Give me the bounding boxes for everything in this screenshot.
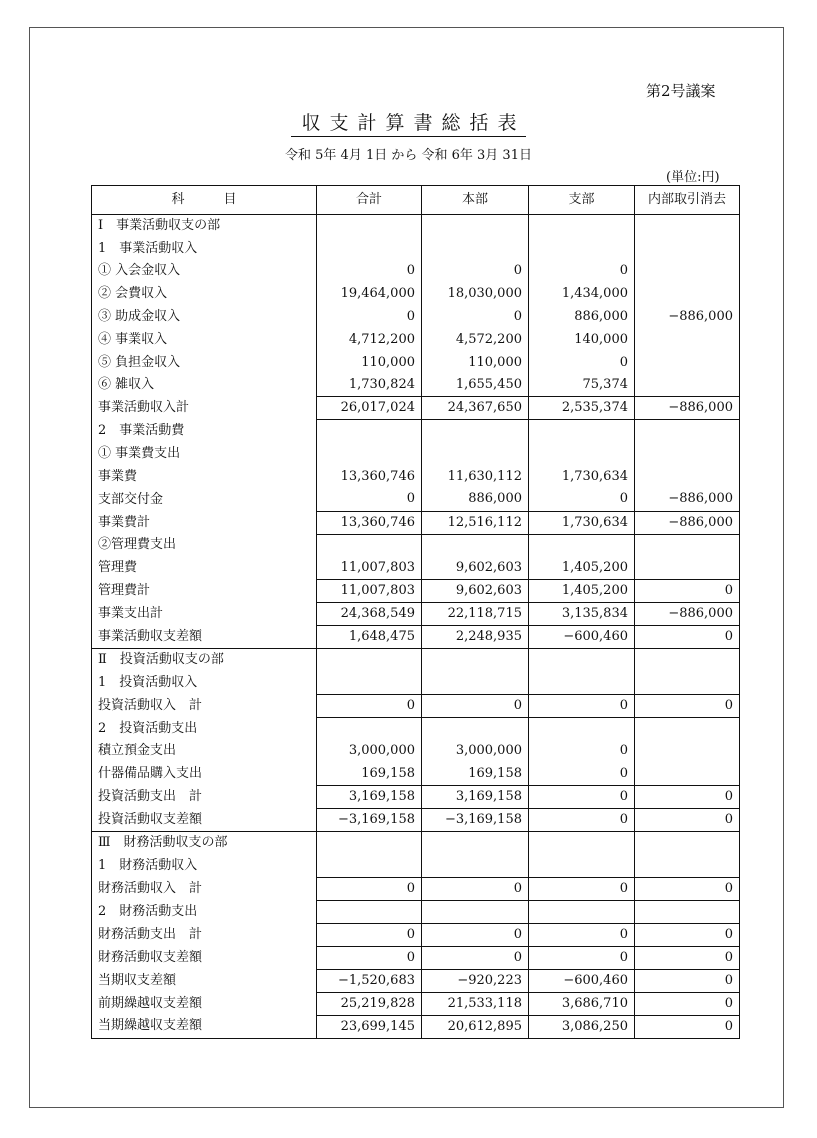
table-row: [92, 237, 740, 260]
cell-headquarters: 110,000: [422, 351, 529, 374]
cell-total: [317, 671, 422, 694]
row-label: 当期収支差額: [92, 969, 317, 992]
cell-total: 110,000: [317, 351, 422, 374]
cell-headquarters: 2,248,935: [422, 626, 529, 649]
table-header-row: [92, 186, 740, 215]
row-label: 支部交付金: [92, 488, 317, 511]
cell-internal-elimination: 0: [635, 1015, 740, 1038]
fiscal-period: 令和 5年 4月 1日 から 令和 6年 3月 31日: [285, 148, 532, 163]
row-label: 事業費: [92, 465, 317, 488]
row-label: ③ 助成金収入: [92, 306, 317, 329]
cell-headquarters: 169,158: [422, 763, 529, 786]
cell-total: 169,158: [317, 763, 422, 786]
cell-headquarters: 24,367,650: [422, 397, 529, 420]
row-label: 管理費計: [92, 580, 317, 603]
title-text: 収支計算書総括表: [291, 112, 525, 137]
cell-total: 3,169,158: [317, 786, 422, 809]
cell-branch: 1,405,200: [529, 580, 635, 603]
row-label: 財務活動収支差額: [92, 946, 317, 969]
table-row: [92, 854, 740, 877]
row-label: 積立預金支出: [92, 740, 317, 763]
row-label: ② 会費収入: [92, 283, 317, 306]
header-headquarters: 本部: [422, 186, 529, 215]
cell-branch: 0: [529, 351, 635, 374]
row-label: 1 投資活動収入: [92, 671, 317, 694]
table-row: [92, 580, 740, 603]
table-row: [92, 534, 740, 557]
table-row: [92, 283, 740, 306]
row-label: Ⅰ 事業活動収支の部: [92, 215, 317, 238]
cell-internal-elimination: [635, 374, 740, 397]
row-label: Ⅲ 財務活動収支の部: [92, 832, 317, 855]
cell-headquarters: 22,118,715: [422, 603, 529, 626]
cell-internal-elimination: 0: [635, 786, 740, 809]
cell-branch: [529, 237, 635, 260]
cell-internal-elimination: 0: [635, 877, 740, 900]
row-label: 2 財務活動支出: [92, 900, 317, 923]
cell-branch: [529, 420, 635, 443]
cell-internal-elimination: 0: [635, 923, 740, 946]
cell-internal-elimination: 0: [635, 809, 740, 832]
cell-headquarters: 0: [422, 260, 529, 283]
row-label: 投資活動収入 計: [92, 694, 317, 717]
table-row: [92, 763, 740, 786]
cell-internal-elimination: [635, 717, 740, 740]
cell-branch: 75,374: [529, 374, 635, 397]
table-row: [92, 488, 740, 511]
cell-internal-elimination: [635, 832, 740, 855]
table-row: [92, 969, 740, 992]
cell-branch: 0: [529, 488, 635, 511]
header-total: 合計: [317, 186, 422, 215]
row-label: 什器備品購入支出: [92, 763, 317, 786]
cell-branch: 3,086,250: [529, 1015, 635, 1038]
cell-total: [317, 649, 422, 672]
cell-headquarters: −920,223: [422, 969, 529, 992]
cell-total: [317, 237, 422, 260]
table-body: [92, 215, 740, 1039]
cell-branch: −600,460: [529, 969, 635, 992]
table-row: [92, 946, 740, 969]
row-label: 管理費: [92, 557, 317, 580]
cell-internal-elimination: 0: [635, 992, 740, 1015]
cell-internal-elimination: [635, 351, 740, 374]
cell-branch: 1,730,634: [529, 511, 635, 534]
cell-headquarters: 9,602,603: [422, 557, 529, 580]
summary-table: [91, 185, 740, 1039]
cell-branch: 0: [529, 946, 635, 969]
cell-headquarters: [422, 832, 529, 855]
cell-internal-elimination: [635, 649, 740, 672]
cell-branch: 1,405,200: [529, 557, 635, 580]
cell-total: [317, 420, 422, 443]
document-title: [0, 108, 817, 135]
cell-headquarters: 12,516,112: [422, 511, 529, 534]
cell-total: 0: [317, 260, 422, 283]
cell-total: [317, 900, 422, 923]
row-label: Ⅱ 投資活動収支の部: [92, 649, 317, 672]
cell-branch: 0: [529, 877, 635, 900]
cell-branch: 0: [529, 260, 635, 283]
cell-internal-elimination: [635, 465, 740, 488]
cell-headquarters: 0: [422, 877, 529, 900]
cell-branch: 0: [529, 763, 635, 786]
table-row: [92, 626, 740, 649]
table-row: [92, 374, 740, 397]
row-label: 2 事業活動費: [92, 420, 317, 443]
cell-branch: 0: [529, 694, 635, 717]
document-number: 第2号議案: [646, 82, 716, 100]
cell-headquarters: [422, 649, 529, 672]
cell-internal-elimination: [635, 237, 740, 260]
table-row: [92, 215, 740, 238]
cell-headquarters: 11,630,112: [422, 465, 529, 488]
row-label: ① 事業費支出: [92, 443, 317, 466]
table-row: [92, 992, 740, 1015]
cell-headquarters: 9,602,603: [422, 580, 529, 603]
cell-total: 4,712,200: [317, 328, 422, 351]
cell-internal-elimination: 0: [635, 946, 740, 969]
cell-headquarters: [422, 420, 529, 443]
cell-total: [317, 215, 422, 238]
cell-total: 19,464,000: [317, 283, 422, 306]
cell-total: 13,360,746: [317, 465, 422, 488]
cell-total: 1,730,824: [317, 374, 422, 397]
table-row: [92, 603, 740, 626]
row-label: 2 投資活動支出: [92, 717, 317, 740]
row-label: 当期繰越収支差額: [92, 1015, 317, 1038]
row-label: 事業費計: [92, 511, 317, 534]
cell-headquarters: 20,612,895: [422, 1015, 529, 1038]
table-row: [92, 740, 740, 763]
cell-branch: 886,000: [529, 306, 635, 329]
cell-branch: [529, 534, 635, 557]
cell-headquarters: [422, 854, 529, 877]
cell-internal-elimination: −886,000: [635, 511, 740, 534]
row-label: 財務活動支出 計: [92, 923, 317, 946]
cell-total: [317, 717, 422, 740]
row-label: ⑤ 負担金収入: [92, 351, 317, 374]
cell-internal-elimination: −886,000: [635, 397, 740, 420]
cell-total: 25,219,828: [317, 992, 422, 1015]
unit-label: (単位:円): [666, 170, 720, 185]
row-label: 事業支出計: [92, 603, 317, 626]
cell-internal-elimination: [635, 420, 740, 443]
table-row: [92, 694, 740, 717]
cell-internal-elimination: [635, 740, 740, 763]
cell-branch: 0: [529, 740, 635, 763]
cell-headquarters: 3,000,000: [422, 740, 529, 763]
cell-headquarters: [422, 534, 529, 557]
table-row: [92, 420, 740, 443]
table-row: [92, 260, 740, 283]
cell-headquarters: 0: [422, 923, 529, 946]
cell-branch: [529, 443, 635, 466]
cell-branch: −600,460: [529, 626, 635, 649]
cell-internal-elimination: [635, 443, 740, 466]
cell-total: 0: [317, 877, 422, 900]
cell-total: [317, 832, 422, 855]
cell-headquarters: 3,169,158: [422, 786, 529, 809]
table-row: [92, 832, 740, 855]
cell-headquarters: [422, 671, 529, 694]
cell-internal-elimination: [635, 854, 740, 877]
table-row: [92, 328, 740, 351]
cell-internal-elimination: 0: [635, 694, 740, 717]
cell-branch: [529, 717, 635, 740]
header-branch: 支部: [529, 186, 635, 215]
cell-internal-elimination: [635, 900, 740, 923]
cell-branch: 3,135,834: [529, 603, 635, 626]
row-label: 前期繰越収支差額: [92, 992, 317, 1015]
cell-total: 0: [317, 923, 422, 946]
row-label: 財務活動収入 計: [92, 877, 317, 900]
cell-total: 26,017,024: [317, 397, 422, 420]
header-subject: 科 目: [92, 186, 317, 215]
row-label: ① 入会金収入: [92, 260, 317, 283]
table-row: [92, 557, 740, 580]
cell-headquarters: [422, 717, 529, 740]
cell-total: 24,368,549: [317, 603, 422, 626]
cell-headquarters: −3,169,158: [422, 809, 529, 832]
cell-total: [317, 534, 422, 557]
cell-internal-elimination: 0: [635, 969, 740, 992]
cell-branch: 0: [529, 786, 635, 809]
cell-headquarters: 0: [422, 306, 529, 329]
cell-total: 0: [317, 306, 422, 329]
cell-branch: 0: [529, 809, 635, 832]
table-row: [92, 397, 740, 420]
table-row: [92, 511, 740, 534]
cell-headquarters: 18,030,000: [422, 283, 529, 306]
row-label: 事業活動収入計: [92, 397, 317, 420]
cell-headquarters: [422, 443, 529, 466]
row-label: ⑥ 雑収入: [92, 374, 317, 397]
row-label: ②管理費支出: [92, 534, 317, 557]
cell-headquarters: [422, 215, 529, 238]
cell-branch: [529, 900, 635, 923]
row-label: 事業活動収支差額: [92, 626, 317, 649]
cell-branch: 1,730,634: [529, 465, 635, 488]
cell-total: [317, 443, 422, 466]
cell-total: 1,648,475: [317, 626, 422, 649]
cell-total: −3,169,158: [317, 809, 422, 832]
cell-branch: [529, 671, 635, 694]
table-row: [92, 877, 740, 900]
cell-headquarters: 0: [422, 694, 529, 717]
row-label: 1 事業活動収入: [92, 237, 317, 260]
cell-internal-elimination: −886,000: [635, 488, 740, 511]
cell-internal-elimination: [635, 557, 740, 580]
cell-total: 0: [317, 694, 422, 717]
cell-headquarters: 21,533,118: [422, 992, 529, 1015]
cell-headquarters: [422, 900, 529, 923]
cell-internal-elimination: [635, 260, 740, 283]
header-internal-elimination: 内部取引消去: [635, 186, 740, 215]
cell-internal-elimination: [635, 763, 740, 786]
cell-total: 11,007,803: [317, 580, 422, 603]
cell-internal-elimination: −886,000: [635, 603, 740, 626]
table-row: [92, 351, 740, 374]
row-label: ④ 事業収入: [92, 328, 317, 351]
cell-branch: 2,535,374: [529, 397, 635, 420]
cell-branch: [529, 649, 635, 672]
cell-internal-elimination: [635, 283, 740, 306]
cell-internal-elimination: [635, 534, 740, 557]
cell-branch: 3,686,710: [529, 992, 635, 1015]
cell-internal-elimination: [635, 671, 740, 694]
cell-branch: [529, 832, 635, 855]
cell-total: 0: [317, 946, 422, 969]
cell-total: 0: [317, 488, 422, 511]
cell-total: [317, 854, 422, 877]
cell-branch: 0: [529, 923, 635, 946]
table-row: [92, 465, 740, 488]
cell-total: 3,000,000: [317, 740, 422, 763]
cell-internal-elimination: −886,000: [635, 306, 740, 329]
cell-internal-elimination: [635, 328, 740, 351]
cell-total: 23,699,145: [317, 1015, 422, 1038]
cell-branch: [529, 215, 635, 238]
table-row: [92, 786, 740, 809]
cell-total: −1,520,683: [317, 969, 422, 992]
cell-branch: [529, 854, 635, 877]
table-row: [92, 306, 740, 329]
cell-branch: 140,000: [529, 328, 635, 351]
cell-headquarters: [422, 237, 529, 260]
table-row: [92, 443, 740, 466]
table-row: [92, 900, 740, 923]
table-row: [92, 1015, 740, 1038]
cell-headquarters: 4,572,200: [422, 328, 529, 351]
cell-headquarters: 0: [422, 946, 529, 969]
table-row: [92, 923, 740, 946]
row-label: 投資活動収支差額: [92, 809, 317, 832]
cell-internal-elimination: 0: [635, 626, 740, 649]
cell-branch: 1,434,000: [529, 283, 635, 306]
cell-total: 13,360,746: [317, 511, 422, 534]
row-label: 投資活動支出 計: [92, 786, 317, 809]
cell-headquarters: 886,000: [422, 488, 529, 511]
cell-internal-elimination: [635, 215, 740, 238]
row-label: 1 財務活動収入: [92, 854, 317, 877]
table-row: [92, 717, 740, 740]
cell-total: 11,007,803: [317, 557, 422, 580]
table-row: [92, 649, 740, 672]
table-row: [92, 671, 740, 694]
cell-internal-elimination: 0: [635, 580, 740, 603]
cell-headquarters: 1,655,450: [422, 374, 529, 397]
table-row: [92, 809, 740, 832]
